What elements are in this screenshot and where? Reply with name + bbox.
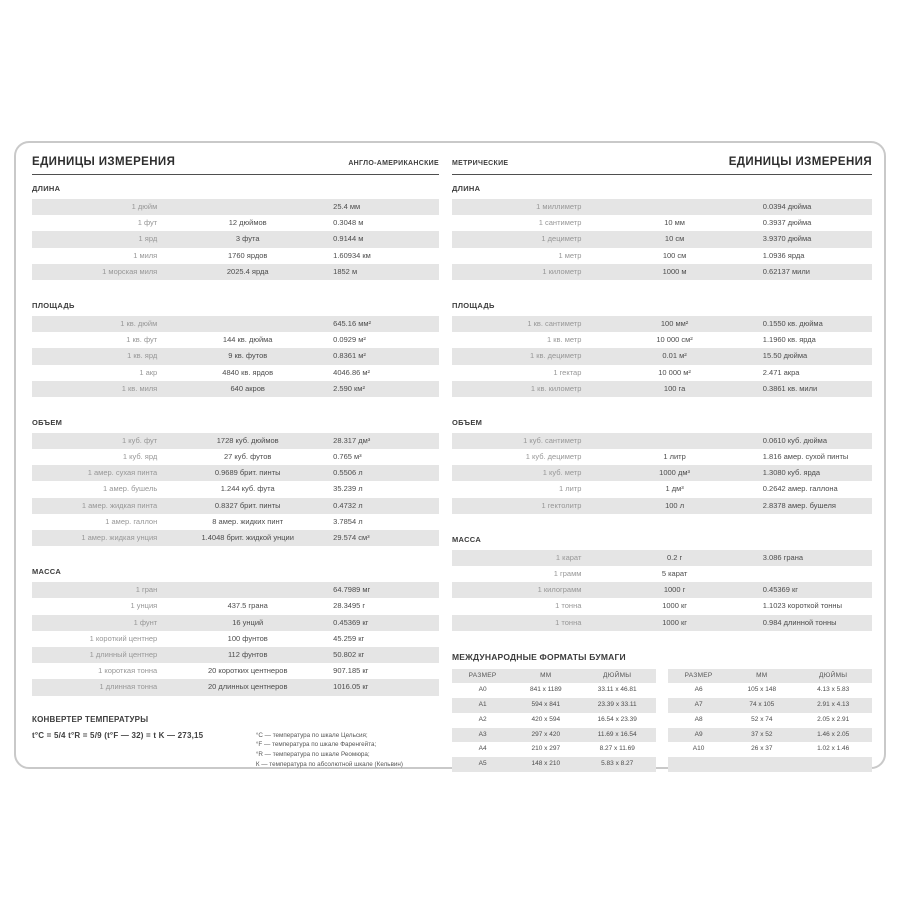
unit-equivalent-cell: 10 000 см² bbox=[656, 335, 693, 345]
unit-name-cell: 1 гектар bbox=[553, 367, 582, 377]
unit-converted-cell: 0.45369 кг bbox=[333, 617, 369, 627]
unit-row bbox=[452, 598, 872, 614]
paper-row bbox=[668, 698, 872, 713]
unit-equivalent-cell: 0.8327 брит. пинты bbox=[214, 500, 281, 510]
paper-mm-cell: 105 x 148 bbox=[747, 686, 777, 694]
paper-inches-cell bbox=[794, 757, 872, 772]
unit-row bbox=[32, 316, 439, 332]
unit-equivalent-cell bbox=[586, 433, 762, 449]
page-title: ЕДИНИЦЫ ИЗМЕРЕНИЯ bbox=[32, 156, 176, 168]
unit-row bbox=[32, 514, 439, 530]
paper-header-row bbox=[668, 669, 872, 684]
unit-row bbox=[32, 264, 439, 280]
unit-converted-cell: 2.590 км² bbox=[333, 383, 365, 393]
unit-row bbox=[452, 199, 872, 215]
unit-converted-cell: 0.3861 кв. мили bbox=[762, 383, 818, 393]
unit-row bbox=[32, 498, 439, 514]
unit-row bbox=[452, 381, 872, 397]
paper-size-cell: A7 bbox=[694, 701, 703, 709]
unit-converted-cell: 28.3495 г bbox=[333, 601, 366, 611]
unit-equivalent-cell: 1728 куб. дюймов bbox=[216, 435, 279, 445]
unit-name-cell: 1 метр bbox=[558, 250, 582, 260]
unit-converted-cell: 1.1960 кв. ярда bbox=[762, 335, 816, 345]
unit-equivalent-cell: 1000 дм³ bbox=[659, 468, 690, 478]
unit-equivalent-cell: 1000 г bbox=[663, 585, 686, 595]
unit-equivalent-cell bbox=[162, 199, 333, 215]
unit-name-cell: 1 длинная тонна bbox=[99, 682, 158, 692]
unit-equivalent-cell: 0.2 г bbox=[666, 552, 683, 562]
paper-inches-cell: 5.83 x 8.27 bbox=[601, 759, 634, 767]
paper-table-a6-a10 bbox=[668, 669, 872, 772]
unit-equivalent-cell: 12 дюймов bbox=[228, 218, 267, 228]
unit-converted-cell: 0.9144 м bbox=[333, 234, 364, 244]
unit-name-cell: 1 кв. сантиметр bbox=[527, 318, 582, 328]
unit-equivalent-cell: 1 литр bbox=[663, 452, 686, 462]
unit-equivalent-cell: 1 дм³ bbox=[665, 484, 684, 494]
unit-converted-cell: 3.7854 л bbox=[333, 516, 363, 526]
paper-header-cell: РАЗМЕР bbox=[684, 671, 713, 679]
unit-name-cell: 1 кв. километр bbox=[530, 383, 582, 393]
unit-row bbox=[452, 465, 872, 481]
left-page-header bbox=[32, 152, 439, 175]
unit-row bbox=[452, 215, 872, 231]
paper-row bbox=[668, 757, 872, 772]
unit-row bbox=[32, 582, 439, 598]
paper-size-cell: A3 bbox=[478, 730, 487, 738]
paper-mm-cell: 841 x 1189 bbox=[529, 686, 562, 694]
paper-inches-cell: 1.46 x 2.05 bbox=[817, 730, 850, 738]
right-sections bbox=[452, 184, 872, 631]
unit-row bbox=[452, 481, 872, 497]
two-column-layout bbox=[32, 152, 872, 772]
unit-row bbox=[452, 365, 872, 381]
paper-inches-cell: 33.11 x 46.81 bbox=[597, 686, 637, 694]
unit-equivalent-cell: 1.244 куб. фута bbox=[220, 484, 275, 494]
left-sections bbox=[32, 184, 439, 696]
unit-name-cell: 1 амер. сухая пинта bbox=[87, 468, 158, 478]
unit-name-cell: 1 куб. дециметр bbox=[525, 452, 582, 462]
paper-table-a0-a5 bbox=[452, 669, 656, 772]
right-page-header bbox=[452, 152, 872, 175]
units-type-label: АНГЛО-АМЕРИКАНСКИЕ bbox=[348, 160, 439, 167]
unit-equivalent-cell: 20 коротких центнеров bbox=[207, 666, 288, 676]
unit-name-cell: 1 ярд bbox=[138, 234, 158, 244]
unit-row bbox=[32, 481, 439, 497]
unit-converted-cell: 0.2642 амер. галлона bbox=[762, 484, 838, 494]
paper-inches-cell: 23.39 x 33.11 bbox=[597, 701, 637, 709]
unit-equivalent-cell: 1000 м bbox=[662, 266, 687, 276]
unit-converted-cell: 1.1023 короткой тонны bbox=[762, 601, 842, 611]
unit-name-cell: 1 унция bbox=[130, 601, 158, 611]
unit-equivalent-cell: 27 куб. футов bbox=[223, 452, 272, 462]
unit-converted-cell: 0.0929 м² bbox=[333, 335, 366, 345]
unit-converted-cell: 15.50 дюйма bbox=[762, 351, 808, 361]
unit-equivalent-cell bbox=[162, 582, 333, 598]
unit-name-cell: 1 акр bbox=[139, 367, 158, 377]
unit-table bbox=[32, 582, 439, 695]
unit-equivalent-cell: 5 карат bbox=[661, 569, 688, 578]
unit-row bbox=[32, 530, 439, 546]
unit-converted-cell: 3.9370 дюйма bbox=[762, 234, 812, 244]
unit-converted-cell: 50.802 кг bbox=[333, 649, 365, 659]
unit-equivalent-cell: 0.01 м² bbox=[662, 351, 687, 361]
section-heading: МАССА bbox=[32, 567, 62, 577]
unit-equivalent-cell: 100 мм² bbox=[660, 318, 689, 328]
temperature-note: °R — температура по шкале Реомюра; bbox=[255, 751, 370, 759]
unit-converted-cell: 0.3937 дюйма bbox=[762, 218, 812, 228]
unit-converted-cell: 0.4732 л bbox=[333, 500, 363, 510]
paper-header-cell: РАЗМЕР bbox=[468, 671, 497, 679]
paper-mm-cell: 420 x 594 bbox=[531, 715, 561, 723]
unit-name-cell: 1 миля bbox=[133, 250, 158, 260]
unit-row bbox=[32, 663, 439, 679]
paper-header-cell: ДЮЙМЫ bbox=[603, 671, 632, 679]
unit-equivalent-cell bbox=[586, 199, 762, 215]
paper-size-cell: A1 bbox=[478, 701, 487, 709]
paper-inches-cell: 2.91 x 4.13 bbox=[817, 701, 850, 709]
unit-converted-cell: 3.086 грана bbox=[762, 552, 804, 562]
unit-row bbox=[32, 348, 439, 364]
unit-row bbox=[32, 381, 439, 397]
unit-name-cell: 1 морская миля bbox=[102, 266, 158, 276]
unit-name-cell: 1 дециметр bbox=[541, 234, 582, 244]
unit-converted-cell: 35.239 л bbox=[333, 484, 363, 494]
paper-mm-cell: 52 x 74 bbox=[751, 715, 773, 723]
section-heading: ОБЪЕМ bbox=[32, 417, 63, 427]
unit-converted-cell: 0.0610 куб. дюйма bbox=[762, 435, 827, 445]
paper-mm-cell: 37 x 52 bbox=[751, 730, 773, 738]
unit-name-cell: 1 карат bbox=[555, 552, 582, 562]
unit-equivalent-cell: 1.4048 брит. жидкой унции bbox=[201, 533, 294, 542]
unit-converted-cell: 645.16 мм² bbox=[333, 318, 372, 328]
unit-name-cell: 1 кв. дециметр bbox=[529, 351, 582, 361]
unit-converted-cell: 2.8378 амер. бушеля bbox=[762, 500, 836, 510]
unit-name-cell: 1 килограмм bbox=[537, 585, 582, 595]
paper-mm-cell: 74 x 105 bbox=[749, 701, 775, 709]
unit-row bbox=[452, 264, 872, 280]
unit-name-cell: 1 короткий центнер bbox=[89, 633, 158, 643]
paper-mm-cell: 148 x 210 bbox=[531, 759, 561, 767]
unit-table bbox=[452, 433, 872, 514]
unit-converted-cell: 1016.05 кг bbox=[333, 682, 369, 692]
paper-mm-cell: 26 x 37 bbox=[751, 745, 773, 753]
unit-row bbox=[452, 231, 872, 247]
unit-equivalent-cell: 1000 кг bbox=[662, 601, 687, 611]
section-heading: ДЛИНА bbox=[32, 184, 61, 193]
unit-table bbox=[452, 199, 872, 280]
unit-row bbox=[32, 231, 439, 247]
unit-equivalent-cell: 4840 кв. ярдов bbox=[222, 367, 274, 377]
temperature-formula: t°C = 5/4 t°R = 5/9 (t°F — 32) = t K — 273,15 bbox=[32, 730, 204, 740]
paper-row bbox=[668, 728, 872, 743]
paper-inches-cell: 2.05 x 2.91 bbox=[817, 715, 850, 723]
unit-converted-cell: 1852 м bbox=[333, 266, 358, 276]
unit-name-cell: 1 дюйм bbox=[131, 202, 158, 211]
unit-table bbox=[452, 550, 872, 631]
unit-row bbox=[452, 566, 872, 582]
paper-size-cell: A5 bbox=[478, 759, 487, 767]
unit-row bbox=[452, 316, 872, 332]
section-heading: МАССА bbox=[452, 534, 482, 544]
unit-name-cell: 1 тонна bbox=[555, 617, 582, 627]
unit-equivalent-cell: 100 га bbox=[663, 383, 686, 393]
unit-equivalent-cell: 10 мм bbox=[664, 218, 685, 228]
unit-row bbox=[32, 598, 439, 614]
unit-converted-cell: 0.3048 м bbox=[333, 218, 364, 228]
unit-equivalent-cell: 1000 кг bbox=[662, 617, 687, 627]
temperature-note: °C — температура по шкале Цельсия; bbox=[255, 731, 368, 739]
unit-name-cell: 1 гектолитр bbox=[541, 500, 582, 510]
unit-row bbox=[32, 615, 439, 631]
unit-row bbox=[452, 248, 872, 264]
temperature-converter-body bbox=[32, 731, 439, 770]
unit-equivalent-cell: 640 акров bbox=[230, 383, 265, 393]
temperature-note: °F — температура по шкале Фаренгейта; bbox=[255, 741, 377, 749]
reference-page bbox=[14, 141, 886, 769]
unit-name-cell: 1 амер. жидкая унция bbox=[81, 533, 158, 542]
unit-row bbox=[32, 248, 439, 264]
unit-converted-cell: 0.984 длинной тонны bbox=[762, 617, 837, 627]
unit-row bbox=[32, 679, 439, 695]
unit-converted-cell: 25.4 мм bbox=[333, 202, 361, 211]
paper-size-cell: A2 bbox=[478, 715, 487, 723]
unit-equivalent-cell: 100 см bbox=[662, 250, 687, 260]
unit-converted-cell: 1.816 амер. сухой пинты bbox=[762, 452, 849, 462]
unit-converted-cell: 0.45369 кг bbox=[762, 585, 798, 595]
unit-name-cell: 1 амер. жидкая пинта bbox=[81, 500, 158, 510]
paper-size-cell: A0 bbox=[478, 686, 487, 694]
paper-header-cell: ММ bbox=[540, 671, 552, 679]
unit-equivalent-cell: 8 амер. жидких пинт bbox=[212, 516, 284, 526]
paper-inches-cell: 4.13 x 5.83 bbox=[817, 686, 850, 694]
paper-inches-cell: 8.27 x 11.69 bbox=[599, 745, 635, 753]
unit-row bbox=[452, 433, 872, 449]
unit-equivalent-cell: 20 длинных центнеров bbox=[207, 682, 288, 692]
unit-name-cell: 1 сантиметр bbox=[538, 218, 582, 228]
unit-equivalent-cell: 144 кв. дюйма bbox=[222, 335, 273, 345]
unit-row bbox=[452, 550, 872, 566]
unit-row bbox=[32, 365, 439, 381]
section-heading: ДЛИНА bbox=[452, 184, 481, 193]
paper-size-cell: A9 bbox=[694, 730, 703, 738]
paper-inches-cell: 16.54 x 23.39 bbox=[597, 715, 637, 723]
unit-equivalent-cell: 100 л bbox=[665, 500, 685, 510]
unit-equivalent-cell: 437.5 грана bbox=[227, 601, 268, 611]
paper-inches-cell: 11.69 x 16.54 bbox=[597, 730, 637, 738]
unit-converted-cell: 0.5506 л bbox=[333, 468, 363, 478]
unit-equivalent-cell: 112 фунтов bbox=[227, 649, 268, 659]
unit-row bbox=[32, 647, 439, 663]
unit-converted-cell: 0.765 м³ bbox=[333, 452, 362, 462]
unit-name-cell: 1 амер. галлон bbox=[105, 516, 158, 526]
unit-converted-cell: 1.0936 ярда bbox=[762, 250, 805, 260]
unit-name-cell: 1 кв. метр bbox=[547, 335, 582, 345]
section-heading: ПЛОЩАДЬ bbox=[452, 300, 495, 310]
unit-table bbox=[452, 316, 872, 397]
unit-row bbox=[452, 348, 872, 364]
temperature-converter-heading: КОНВЕРТЕР ТЕМПЕРАТУРЫ bbox=[32, 714, 149, 724]
paper-row bbox=[668, 742, 872, 757]
unit-name-cell: 1 короткая тонна bbox=[98, 666, 158, 676]
paper-mm-cell: 297 x 420 bbox=[531, 730, 561, 738]
unit-row bbox=[452, 615, 872, 631]
temperature-notes bbox=[256, 731, 439, 770]
unit-equivalent-cell: 3 фута bbox=[235, 234, 260, 244]
unit-name-cell: 1 кв. фут bbox=[126, 335, 158, 345]
unit-row bbox=[32, 631, 439, 647]
unit-converted-cell: 0.62137 мили bbox=[762, 266, 810, 276]
unit-name-cell: 1 кв. миля bbox=[121, 383, 158, 393]
unit-equivalent-cell: 100 фунтов bbox=[227, 633, 268, 643]
paper-header-row bbox=[452, 669, 656, 684]
unit-name-cell: 1 длинный центнер bbox=[89, 649, 158, 659]
unit-name-cell: 1 куб. фут bbox=[122, 435, 158, 445]
unit-converted-cell: 0.0394 дюйма bbox=[762, 202, 812, 211]
paper-size-cell: A8 bbox=[694, 715, 703, 723]
unit-name-cell: 1 километр bbox=[542, 266, 582, 276]
unit-row bbox=[32, 215, 439, 231]
unit-equivalent-cell: 1760 ярдов bbox=[228, 250, 268, 260]
paper-row bbox=[452, 683, 656, 698]
unit-converted-cell: 29.574 см³ bbox=[333, 533, 370, 542]
paper-row bbox=[452, 757, 656, 772]
anglo-american-column bbox=[32, 152, 439, 772]
unit-name-cell: 1 тонна bbox=[555, 601, 582, 611]
temperature-note: К — температура по абсолютной шкале (Кельвин) bbox=[255, 760, 404, 768]
paper-size-cell: A4 bbox=[478, 745, 487, 753]
unit-row bbox=[32, 449, 439, 465]
unit-converted-cell: 2.471 акра bbox=[762, 367, 800, 377]
paper-row bbox=[452, 713, 656, 728]
unit-row bbox=[32, 465, 439, 481]
unit-table bbox=[32, 199, 439, 280]
unit-name-cell: 1 куб. ярд bbox=[122, 452, 158, 462]
unit-equivalent-cell: 9 кв. футов bbox=[228, 351, 268, 361]
paper-row bbox=[668, 713, 872, 728]
unit-name-cell: 1 фунт bbox=[133, 617, 158, 627]
unit-converted-cell: 0.1550 кв. дюйма bbox=[762, 318, 823, 328]
unit-table bbox=[32, 316, 439, 397]
unit-row bbox=[452, 498, 872, 514]
unit-row bbox=[452, 332, 872, 348]
paper-header-cell: ДЮЙМЫ bbox=[819, 671, 848, 679]
metric-column bbox=[452, 152, 872, 772]
paper-mm-cell bbox=[729, 757, 794, 772]
unit-name-cell: 1 грамм bbox=[553, 569, 582, 578]
page-title: ЕДИНИЦЫ ИЗМЕРЕНИЯ bbox=[728, 156, 872, 168]
paper-row bbox=[452, 742, 656, 757]
unit-equivalent-cell: 10 000 м² bbox=[658, 367, 691, 377]
paper-formats bbox=[452, 652, 872, 772]
unit-equivalent-cell: 16 унций bbox=[232, 617, 264, 627]
unit-name-cell: 1 фут bbox=[137, 218, 158, 228]
unit-row bbox=[32, 199, 439, 215]
unit-row bbox=[452, 449, 872, 465]
unit-converted-cell: 0.8361 м² bbox=[333, 351, 366, 361]
unit-name-cell: 1 литр bbox=[558, 484, 582, 494]
paper-inches-cell: 1.02 x 1.46 bbox=[817, 745, 850, 753]
paper-header-cell: ММ bbox=[756, 671, 768, 679]
section-heading: ОБЪЕМ bbox=[452, 417, 483, 427]
unit-row bbox=[32, 433, 439, 449]
unit-name-cell: 1 миллиметр bbox=[536, 202, 582, 211]
unit-row bbox=[32, 332, 439, 348]
unit-equivalent-cell: 2025.4 ярда bbox=[226, 266, 269, 276]
unit-converted-cell: 1.60934 км bbox=[333, 250, 371, 260]
unit-name-cell: 1 гран bbox=[135, 585, 158, 595]
unit-converted-cell: 907.185 кг bbox=[333, 666, 369, 676]
paper-formats-tables bbox=[452, 669, 872, 772]
unit-table bbox=[32, 433, 439, 546]
paper-size-cell: A10 bbox=[692, 745, 705, 753]
unit-converted-cell: 4046.86 м² bbox=[333, 367, 371, 377]
paper-mm-cell: 210 x 297 bbox=[531, 745, 561, 753]
unit-equivalent-cell bbox=[162, 316, 333, 332]
paper-row bbox=[668, 683, 872, 698]
unit-equivalent-cell: 10 см bbox=[664, 234, 685, 244]
unit-converted-cell: 45.259 кг bbox=[333, 633, 365, 643]
unit-name-cell: 1 кв. ярд bbox=[127, 351, 158, 361]
unit-name-cell: 1 куб. сантиметр bbox=[523, 435, 582, 445]
paper-size-cell bbox=[668, 757, 729, 772]
unit-converted-cell: 28.317 дм³ bbox=[333, 435, 371, 445]
unit-converted-cell: 64.7989 мг bbox=[333, 585, 371, 595]
paper-mm-cell: 594 x 841 bbox=[531, 701, 561, 709]
paper-formats-heading: МЕЖДУНАРОДНЫЕ ФОРМАТЫ БУМАГИ bbox=[452, 651, 626, 662]
unit-name-cell: 1 кв. дюйм bbox=[120, 318, 158, 328]
paper-row bbox=[452, 728, 656, 743]
unit-converted-cell bbox=[763, 566, 872, 582]
temperature-converter bbox=[32, 715, 439, 770]
units-type-label: МЕТРИЧЕСКИЕ bbox=[452, 160, 509, 167]
unit-equivalent-cell: 0.9689 брит. пинты bbox=[214, 468, 281, 478]
unit-name-cell: 1 амер. бушель bbox=[103, 484, 158, 494]
unit-name-cell: 1 куб. метр bbox=[542, 468, 582, 478]
unit-converted-cell: 1.3080 куб. ярда bbox=[762, 468, 821, 478]
paper-size-cell: A6 bbox=[694, 686, 703, 694]
section-heading: ПЛОЩАДЬ bbox=[32, 300, 75, 310]
paper-row bbox=[452, 698, 656, 713]
unit-row bbox=[452, 582, 872, 598]
